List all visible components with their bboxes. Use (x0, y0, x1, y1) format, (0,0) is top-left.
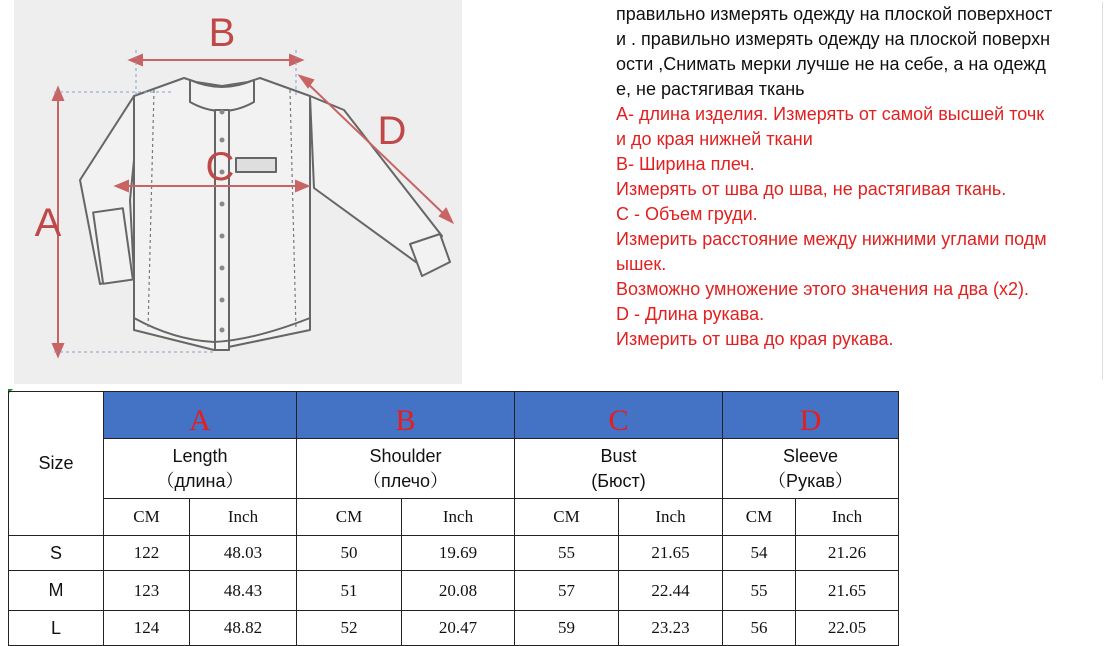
label-b: B (208, 11, 236, 55)
table-cell: 20.47 (402, 611, 515, 646)
length-header: Length （длина） (104, 439, 297, 499)
letter-c-header: C (515, 392, 723, 439)
instruction-line-c1: С - Объем груди. (616, 204, 758, 224)
table-cell: 19.69 (402, 536, 515, 571)
table-cell: 56 (723, 611, 796, 646)
table-cell: 54 (723, 536, 796, 571)
label-d: D (377, 109, 407, 153)
table-cell: 23.23 (619, 611, 723, 646)
intro-line-4: е, не растягивая ткань (616, 79, 805, 99)
table-cell: 122 (104, 536, 190, 571)
table-cell: 50 (297, 536, 402, 571)
table-cell: 48.82 (190, 611, 297, 646)
instruction-line-b2: Измерять от шва до шва, не растягивая ткань. (616, 179, 1007, 199)
size-cell: S (9, 536, 104, 571)
table-cell: 48.43 (190, 571, 297, 611)
table-row (9, 611, 899, 646)
table-cell: 52 (297, 611, 402, 646)
intro-line-3: ости ,Снимать мерки лучше не на себе, а на одежд (616, 54, 1046, 74)
table-cell: 21.65 (796, 571, 899, 611)
letter-header-row (9, 392, 899, 439)
size-chart-table (8, 391, 899, 646)
instruction-line-b1: В- Ширина плеч. (616, 154, 755, 174)
unit-header: Inch (796, 499, 899, 536)
unit-header: Inch (190, 499, 297, 536)
unit-header: CM (723, 499, 796, 536)
instruction-line-c3: ышек. (616, 254, 667, 274)
table-cell: 55 (723, 571, 796, 611)
label-a: A (34, 201, 62, 245)
table-cell: 59 (515, 611, 619, 646)
table-cell: 124 (104, 611, 190, 646)
letter-b-header: B (297, 392, 515, 439)
table-cell: 22.44 (619, 571, 723, 611)
table-cell: 57 (515, 571, 619, 611)
sleeve-header: Sleeve （Рукав） (723, 439, 899, 499)
bust-header: Bust (Бюст) (515, 439, 723, 499)
unit-header: Inch (402, 499, 515, 536)
instruction-line-c2: Измерить расстояние между нижними углами подм (616, 229, 1047, 249)
unit-header: CM (104, 499, 190, 536)
shirt-illustration (14, 0, 462, 384)
size-cell: M (9, 571, 104, 611)
instruction-line-d1: D - Длина рукава. (616, 304, 765, 324)
intro-line-1: правильно измерять одежду на плоской поверхност (616, 4, 1053, 24)
table-cell: 20.08 (402, 571, 515, 611)
instruction-line-d2: Измерить от шва до края рукава. (616, 329, 894, 349)
measure-name-row (9, 439, 899, 499)
table-cell: 21.26 (796, 536, 899, 571)
unit-header: CM (297, 499, 402, 536)
unit-row (9, 499, 899, 536)
table-cell: 123 (104, 571, 190, 611)
intro-line-2: и . правильно измерять одежду на плоской поверхн (616, 29, 1051, 49)
instruction-line-a2: и до края нижней ткани (616, 129, 813, 149)
table-cell: 48.03 (190, 536, 297, 571)
table-cell: 51 (297, 571, 402, 611)
label-c: C (205, 145, 235, 189)
letter-a-header: A (104, 392, 297, 439)
measurement-instructions (616, 2, 1103, 380)
size-cell: L (9, 611, 104, 646)
table-cell: 22.05 (796, 611, 899, 646)
size-column-header: Size (9, 392, 104, 536)
table-cell: 55 (515, 536, 619, 571)
letter-d-header: D (723, 392, 899, 439)
shirt-measurement-diagram (14, 0, 462, 384)
shoulder-header: Shoulder （плечо） (297, 439, 515, 499)
table-row (9, 536, 899, 571)
instruction-line-c4: Возможно умножение этого значения на два (x2). (616, 279, 1030, 299)
table-cell: 21.65 (619, 536, 723, 571)
unit-header: Inch (619, 499, 723, 536)
unit-header: CM (515, 499, 619, 536)
instruction-line-a1: А- длина изделия. Измерять от самой высшей точк (616, 104, 1045, 124)
table-row (9, 571, 899, 611)
